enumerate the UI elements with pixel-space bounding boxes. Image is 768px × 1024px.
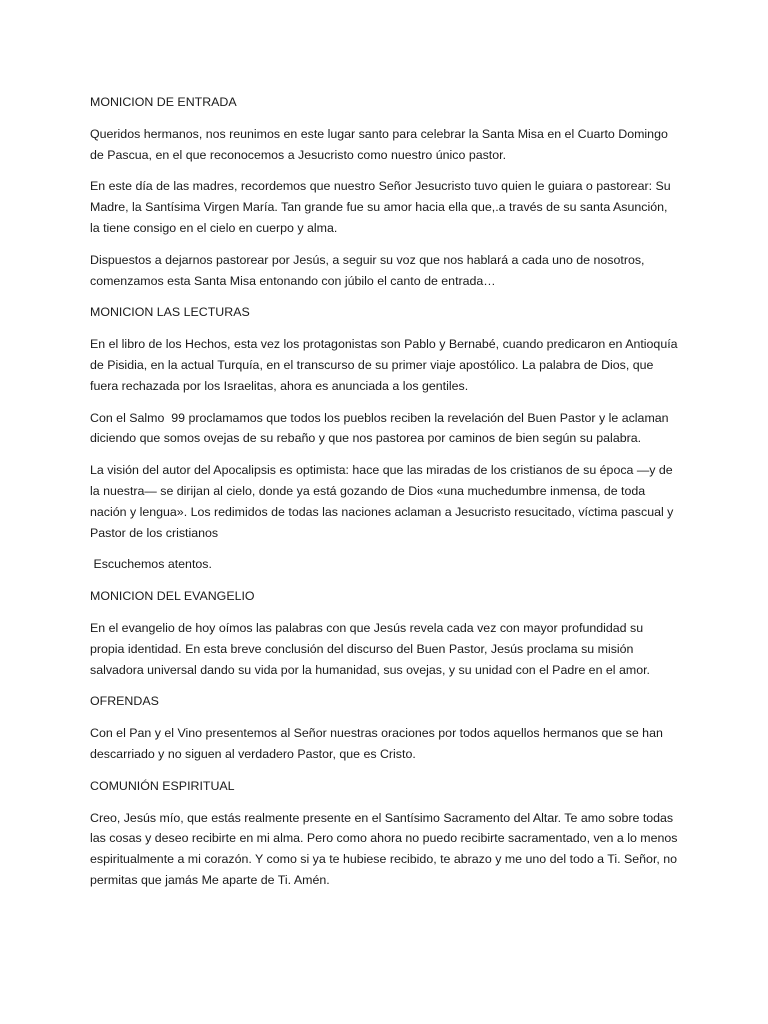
paragraph: Dispuestos a dejarnos pastorear por Jesús, a seguir su voz que nos hablará a cada uno de nosotros, comenzamos esta Santa Misa entonando con júbilo el canto de entrada… [90,252,648,288]
section-heading: MONICION DE ENTRADA [90,95,237,109]
paragraph: Con el Salmo 99 proclamamos que todos los pueblos reciben la revelación del Buen Pastor y le aclaman diciendo que somos ovejas de su rebaño y que nos pastorea por caminos de bien según su palabra. [90,410,673,446]
section-heading: MONICION LAS LECTURAS [90,305,250,320]
section-comunion-espiritual [90,776,680,891]
paragraph: En este día de las madres, recordemos que nuestro Señor Jesucristo tuvo quien le guiara o pastorear: Su Madre, la Santísima Virgen María. Tan grande fue su amor hacia ella que,.a través de su santa Asunción, la tiene consigo en el cielo en cuerpo y alma. [90,179,675,235]
section-heading: OFRENDAS [90,694,159,709]
section-heading: MONICION DEL EVANGELIO [90,589,255,604]
paragraph: En el evangelio de hoy oímos las palabras con que Jesús revela cada vez con mayor profundidad su propia identidad. En esta breve conclusión del discurso del Buen Pastor, Jesús proclama su misión salvadora universal dando su vida por la humanidad, sus ovejas, y su unidad con el Padre en el amor. [90,620,650,677]
paragraph: Queridos hermanos, nos reunimos en este lugar santo para celebrar la Santa Misa en el Cuarto Domingo de Pascua, en el que reconocemos a Jesucristo como nuestro único pastor. [90,126,672,162]
section-monicion-entrada [90,92,680,291]
section-monicion-evangelio [90,586,680,680]
paragraph: La visión del autor del Apocalipsis es optimista: hace que las miradas de los cristianos de su época —y de la nuestra— se dirijan al cielo, donde ya está gozando de Dios «una muchedumbre inmensa, de toda nación y lengua». Los redimidos de todas las naciones aclaman a Jesucristo resucitado, víctima pascual y Pastor de los cristianos [90,463,677,540]
section-ofrendas [90,691,680,764]
paragraph: Escuchemos atentos. [90,557,212,572]
paragraph: Con el Pan y el Vino presentemos al Señor nuestras oraciones por todos aquellos hermanos que se han descarriado y no siguen al verdadero Pastor, que es Cristo. [90,726,667,761]
paragraph: Creo, Jesús mío, que estás realmente presente en el Santísimo Sacramento del Altar. Te amo sobre todas las cosas y deseo recibirte en mi alma. Pero como ahora no puedo recibirte sacramentado, ven a lo menos espiritualmente a mi corazón. Y como si ya te hubiese recibido, te abrazo y me uno del todo a Ti. Señor, no permitas que jamás Me aparte de Ti. Amén. [90,810,681,887]
paragraph: En el libro de los Hechos, esta vez los protagonistas son Pablo y Bernabé, cuando predicaron en Antioquía de Pisidia, en la actual Turquía, en el transcurso de su primer viaje apostólico. La palabra de Dios, que fuera rechazada por los Israelitas, ahora es anunciada a los gentiles. [90,337,682,393]
document-page [90,92,680,902]
section-heading: COMUNIÓN ESPIRITUAL [90,778,235,793]
section-monicion-lecturas [90,302,680,575]
